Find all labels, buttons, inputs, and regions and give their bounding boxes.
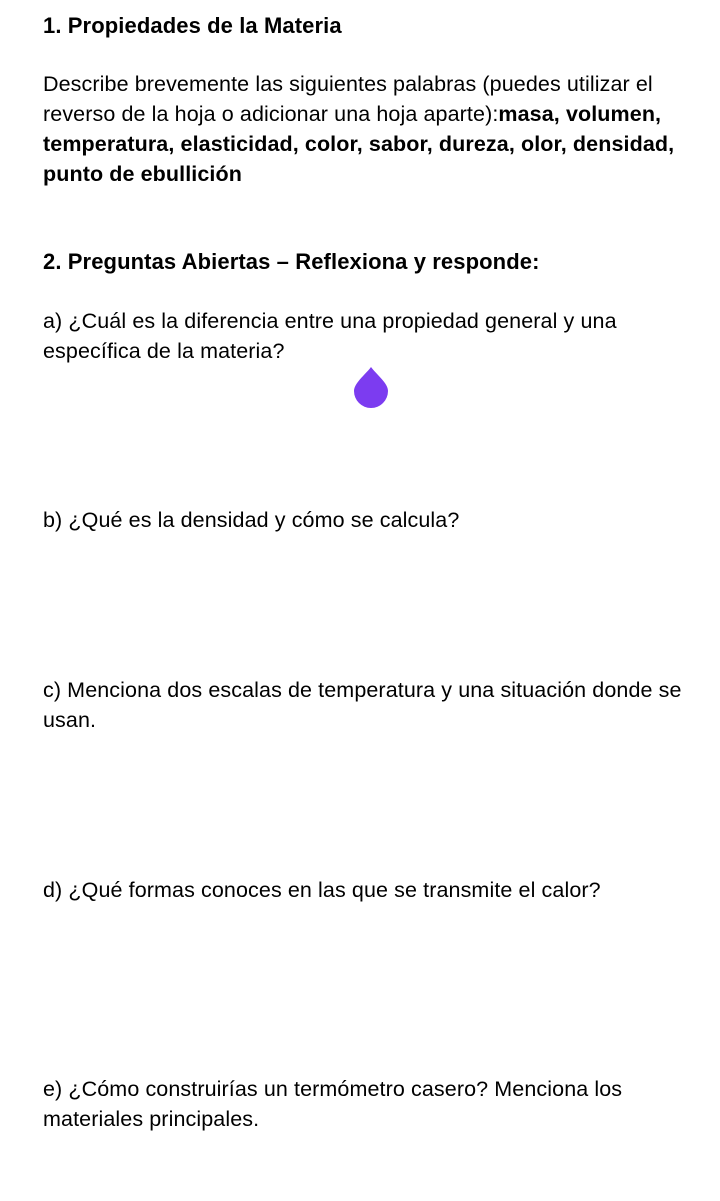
question-e: e) ¿Cómo construirías un termómetro casero? Menciona los materiales principales. — [43, 1077, 623, 1131]
section-1-intro: Describe brevemente las siguientes palabras (puedes utilizar el reverso de la hoja o adicionar una hoja aparte): — [43, 72, 653, 126]
section-1-instructions — [43, 69, 693, 189]
section-1-word-list: masa, volumen, temperatura, elasticidad, color, sabor, dureza, olor, densidad, punto de ebullición — [43, 102, 675, 186]
drop-marker-icon[interactable] — [353, 366, 389, 408]
section-2-title: 2. Preguntas Abiertas – Reflexiona y responde: — [43, 249, 540, 274]
question-c: c) Menciona dos escalas de temperatura y una situación donde se usan. — [43, 678, 682, 732]
question-b: b) ¿Qué es la densidad y cómo se calcula? — [43, 508, 460, 532]
section-1-title: 1. Propiedades de la Materia — [43, 13, 342, 38]
question-d: d) ¿Qué formas conoces en las que se transmite el calor? — [43, 878, 601, 902]
question-a: a) ¿Cuál es la diferencia entre una propiedad general y una específica de la materia? — [43, 309, 617, 363]
